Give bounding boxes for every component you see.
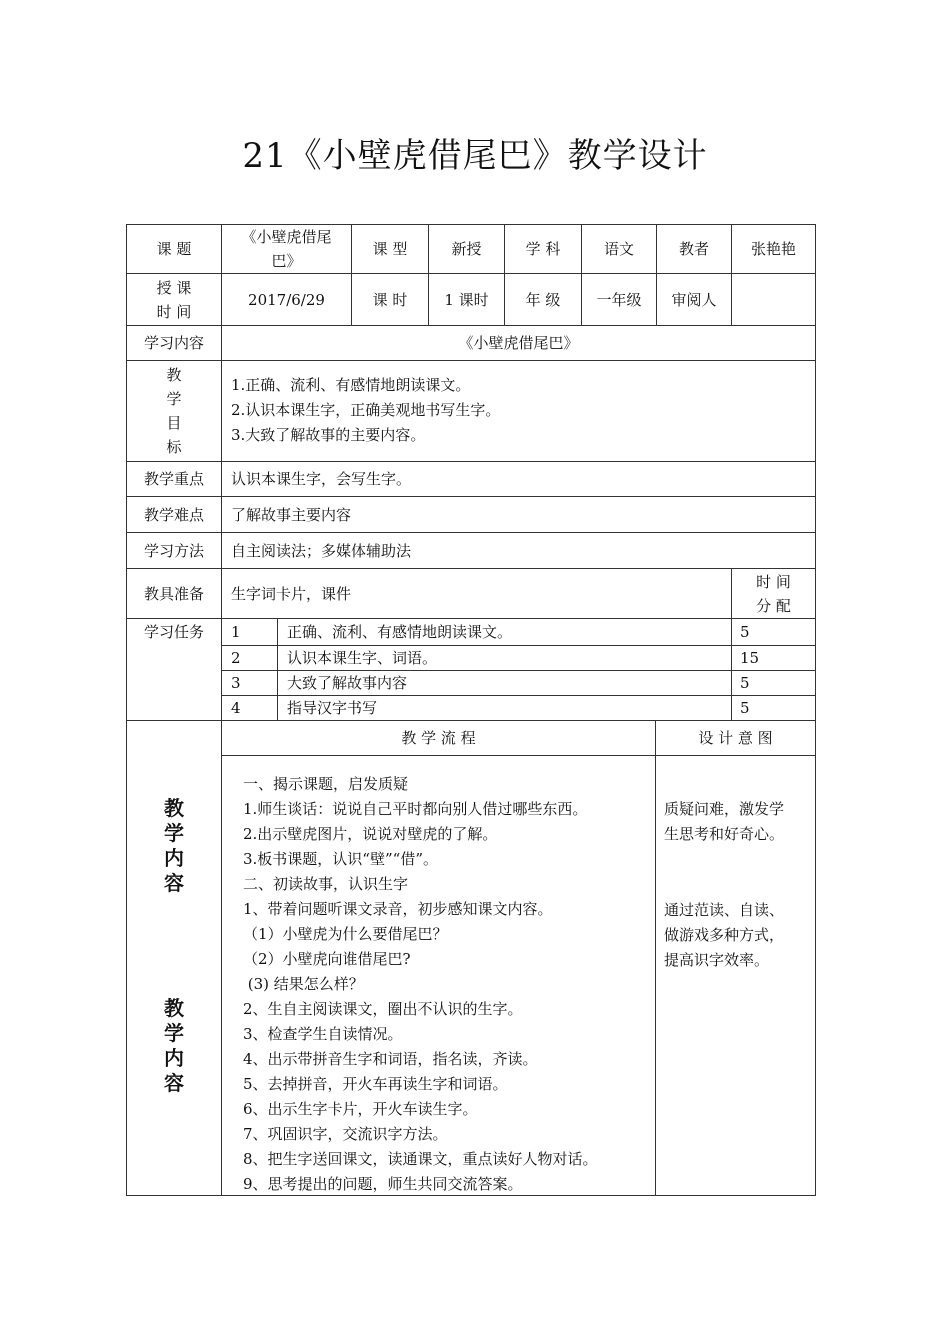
task-time: 15 xyxy=(740,649,760,667)
intent-line: 质疑问难，激发学 xyxy=(664,800,785,818)
lesson-type-value: 新授 xyxy=(451,240,482,258)
periods-label: 课 时 xyxy=(372,290,408,309)
task-text: 指导汉字书写 xyxy=(287,699,378,717)
teaching-flow-header: 教 学 流 程 xyxy=(401,729,476,747)
design-intent-2 xyxy=(664,898,784,973)
flow-line: (3) 结果怎么样？ xyxy=(243,975,364,993)
flow-line: 6、出示生字卡片，开火车读生字。 xyxy=(243,1100,478,1118)
grade-value: 一年级 xyxy=(596,290,642,309)
task-text: 正确、流利、有感情地朗读课文。 xyxy=(287,623,513,641)
task-text: 大致了解故事内容 xyxy=(287,674,408,692)
flow-line: 5、去掉拼音，开火车再读生字和词语。 xyxy=(243,1075,508,1093)
tools-value: 生字词卡片，课件 xyxy=(231,584,352,603)
page-title: 21《小壁虎借尾巴》教学设计 xyxy=(242,136,708,176)
discipline-label: 学 科 xyxy=(525,240,561,258)
task-number: 1 xyxy=(231,623,241,641)
teacher-label: 教者 xyxy=(678,240,709,258)
goal-item: 1.正确、流利、有感情地朗读课文。 xyxy=(231,376,471,394)
flow-line: 3、检查学生自读情况。 xyxy=(243,1025,403,1043)
flow-line: 4、出示带拼音生字和词语，指名读，齐读。 xyxy=(243,1050,538,1068)
discipline-value: 语文 xyxy=(603,240,634,258)
teaching-content-side-label: 教 学 内 容 xyxy=(164,996,184,1095)
flow-line: 1、带着问题听课文录音，初步感知课文内容。 xyxy=(243,900,553,918)
reviewer-value xyxy=(732,274,815,325)
teaching-flow-list xyxy=(243,772,598,1197)
content-value: 《小壁虎借尾巴》 xyxy=(458,334,579,352)
goal-item: 2.认识本课生字，正确美观地书写生字。 xyxy=(231,401,501,419)
intent-line: 做游戏多种方式， xyxy=(664,926,785,944)
task-time: 5 xyxy=(740,623,750,641)
flow-line: （2）小壁虎向谁借尾巴? xyxy=(243,950,411,968)
flow-line: 2.出示壁虎图片，说说对壁虎的了解。 xyxy=(243,825,498,843)
intent-line: 生思考和好奇心。 xyxy=(664,825,785,843)
goals-list xyxy=(231,373,500,448)
task-time: 5 xyxy=(740,674,750,692)
task-number: 3 xyxy=(231,674,241,692)
periods-value: 1 课时 xyxy=(444,290,489,309)
teaching-time-label: 授 课 时 间 xyxy=(156,278,192,321)
design-intent-1 xyxy=(664,797,784,847)
method-value: 自主阅读法；多媒体辅助法 xyxy=(231,541,412,560)
flow-line: 7、巩固识字，交流识字方法。 xyxy=(243,1125,448,1143)
teacher-value: 张艳艳 xyxy=(750,240,796,258)
grade-label: 年 级 xyxy=(525,290,561,309)
intent-line: 通过范读、自读、 xyxy=(664,901,785,919)
flow-line: 一、揭示课题，启发质疑 xyxy=(243,775,409,793)
flow-line: 3.板书课题，认识“壁”“借”。 xyxy=(243,850,438,868)
tasks-label: 学习任务 xyxy=(143,623,204,641)
task-number: 4 xyxy=(231,699,241,717)
teaching-content-side-label: 教 学 内 容 xyxy=(164,796,184,895)
key-point-value: 认识本课生字，会写生字。 xyxy=(231,470,412,488)
flow-line: 二、初读故事，认识生字 xyxy=(243,875,409,893)
time-allocation-label: 时 间 分 配 xyxy=(756,572,791,615)
goals-label: 教 学 目 标 xyxy=(166,366,182,456)
flow-line: 1.师生谈话：说说自己平时都向别人借过哪些东西。 xyxy=(243,800,588,818)
tools-label: 教具准备 xyxy=(143,584,204,603)
key-point-label: 教学重点 xyxy=(143,470,204,488)
task-number: 2 xyxy=(231,649,241,667)
method-label: 学习方法 xyxy=(143,541,204,560)
flow-line: 2、生自主阅读课文，圈出不认识的生字。 xyxy=(243,1000,523,1018)
subject-value: 《小壁虎借尾巴》 xyxy=(241,228,332,270)
flow-line: （1）小壁虎为什么要借尾巴？ xyxy=(243,925,448,943)
subject-label: 课 题 xyxy=(156,240,192,258)
difficulty-label: 教学难点 xyxy=(143,505,204,524)
task-time: 5 xyxy=(740,699,750,717)
difficulty-value: 了解故事主要内容 xyxy=(231,505,352,524)
lesson-type-label: 课 型 xyxy=(372,240,408,258)
reviewer-label: 审阅人 xyxy=(671,290,717,309)
task-text: 认识本课生字、词语。 xyxy=(287,649,438,667)
flow-line: 9、思考提出的问题，师生共同交流答案。 xyxy=(243,1175,523,1193)
flow-line: 8、把生字送回课文，读通课文，重点读好人物对话。 xyxy=(243,1150,598,1168)
intent-line: 提高识字效率。 xyxy=(664,951,770,969)
design-intent-header: 设 计 意 图 xyxy=(698,729,773,747)
teaching-date: 2017/6/29 xyxy=(248,290,325,309)
content-label: 学习内容 xyxy=(143,334,204,352)
goal-item: 3.大致了解故事的主要内容。 xyxy=(231,426,426,444)
